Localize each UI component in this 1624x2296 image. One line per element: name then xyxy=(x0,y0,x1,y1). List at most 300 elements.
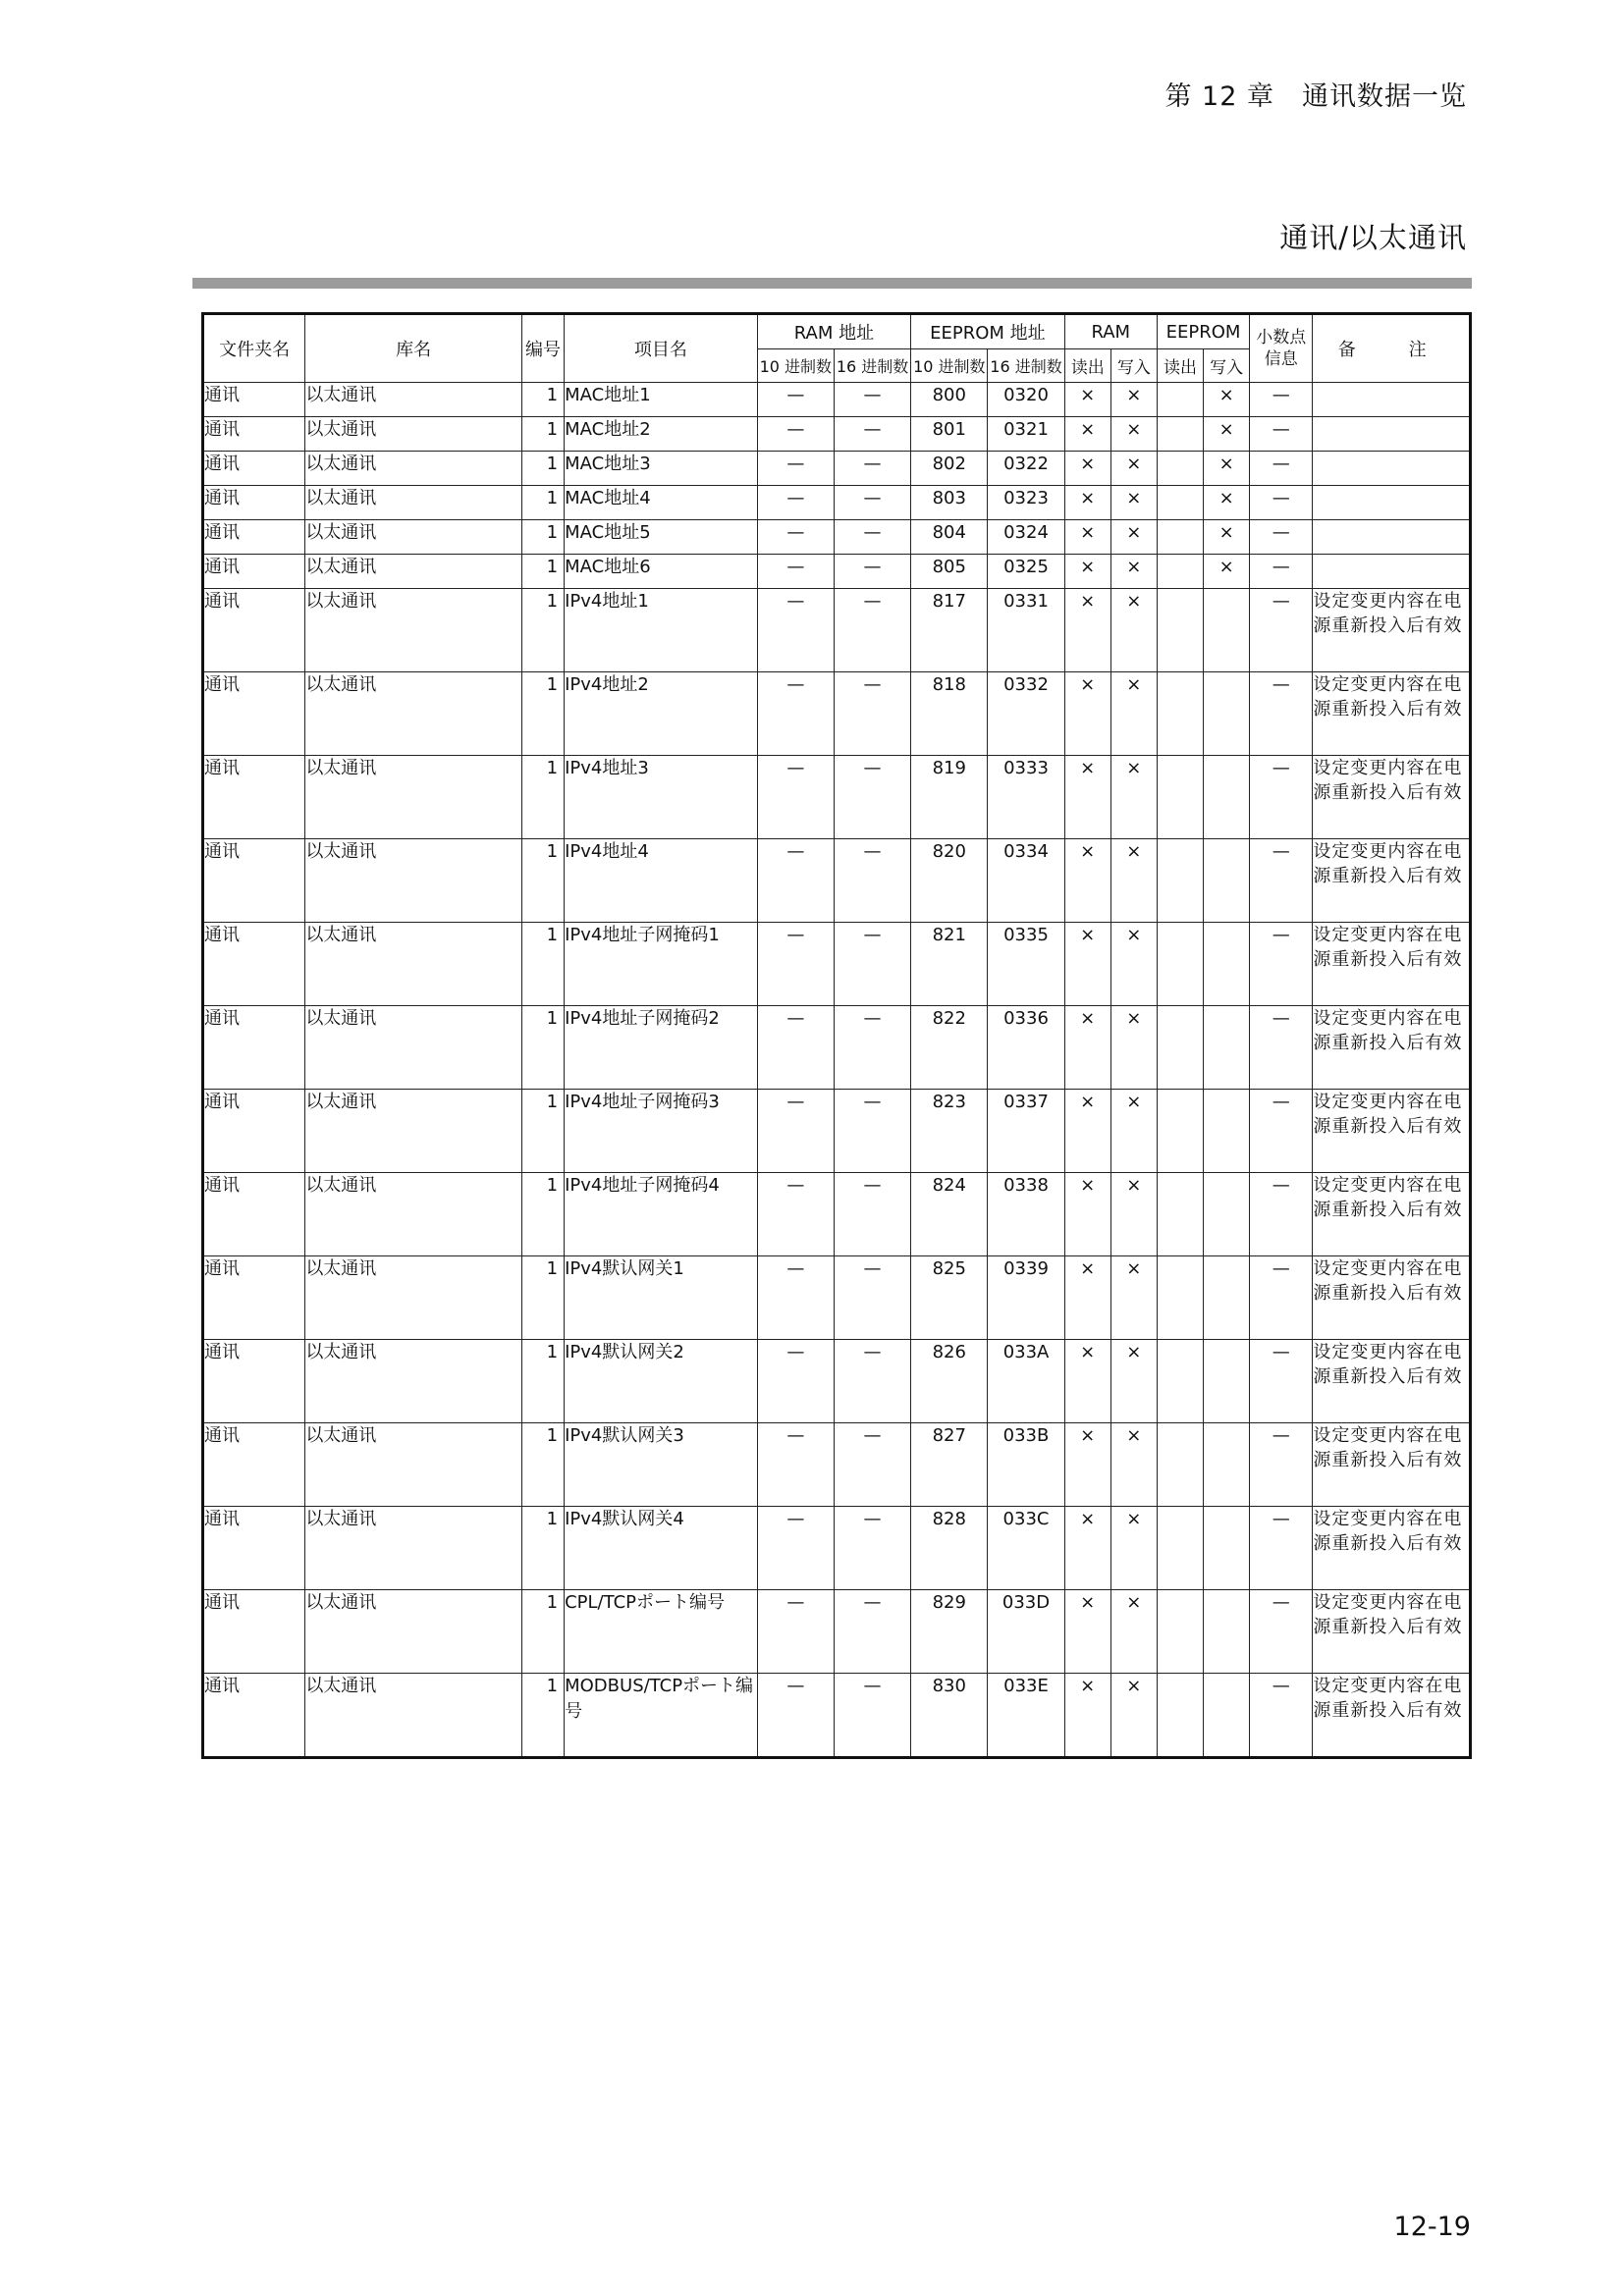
header-decimal-info: 小数点信息 xyxy=(1250,314,1313,383)
cell-eeprom-read xyxy=(1157,756,1203,839)
cell-ram-hex: — xyxy=(834,1423,910,1507)
cell-ram-write: × xyxy=(1110,1507,1157,1590)
cell-decimal-info: — xyxy=(1250,1006,1313,1090)
cell-remarks xyxy=(1313,520,1471,555)
cell-ram-hex: — xyxy=(834,383,910,417)
cell-decimal-info: — xyxy=(1250,756,1313,839)
cell-ram-read: × xyxy=(1064,555,1110,589)
cell-item: IPv4默认网关3 xyxy=(565,1423,758,1507)
cell-library: 以太通讯 xyxy=(305,1423,522,1507)
cell-remarks: 设定变更内容在电源重新投入后有效 xyxy=(1313,1590,1471,1674)
cell-eeprom-hex: 0335 xyxy=(988,923,1064,1006)
header-library: 库名 xyxy=(305,314,522,383)
cell-ram-write: × xyxy=(1110,417,1157,452)
header-eeprom-read: 读出 xyxy=(1157,349,1203,383)
cell-ram-dec: — xyxy=(757,839,834,923)
cell-remarks xyxy=(1313,383,1471,417)
cell-eeprom-read xyxy=(1157,1090,1203,1173)
table-row xyxy=(203,1674,1471,1758)
cell-ram-write: × xyxy=(1110,452,1157,486)
cell-number: 1 xyxy=(521,417,564,452)
cell-ram-hex: — xyxy=(834,520,910,555)
table-row xyxy=(203,452,1471,486)
cell-decimal-info: — xyxy=(1250,1090,1313,1173)
cell-ram-hex: — xyxy=(834,839,910,923)
cell-eeprom-read xyxy=(1157,555,1203,589)
cell-eeprom-hex: 0320 xyxy=(988,383,1064,417)
cell-folder: 通讯 xyxy=(203,923,305,1006)
cell-library: 以太通讯 xyxy=(305,923,522,1006)
cell-eeprom-write: × xyxy=(1204,555,1250,589)
cell-item: IPv4默认网关2 xyxy=(565,1340,758,1423)
cell-decimal-info: — xyxy=(1250,1674,1313,1758)
cell-ram-hex: — xyxy=(834,1173,910,1256)
cell-number: 1 xyxy=(521,1006,564,1090)
cell-eeprom-dec: 818 xyxy=(911,672,988,756)
cell-ram-read: × xyxy=(1064,1674,1110,1758)
cell-ram-read: × xyxy=(1064,417,1110,452)
cell-library: 以太通讯 xyxy=(305,452,522,486)
cell-ram-read: × xyxy=(1064,1590,1110,1674)
cell-eeprom-read xyxy=(1157,1340,1203,1423)
cell-folder: 通讯 xyxy=(203,520,305,555)
cell-number: 1 xyxy=(521,1340,564,1423)
table-row xyxy=(203,756,1471,839)
cell-number: 1 xyxy=(521,1423,564,1507)
header-eeprom-address: EEPROM 地址 xyxy=(911,314,1064,349)
cell-library: 以太通讯 xyxy=(305,839,522,923)
cell-folder: 通讯 xyxy=(203,1674,305,1758)
header-ram-dec: 10 进制数 xyxy=(757,349,834,383)
cell-folder: 通讯 xyxy=(203,1340,305,1423)
cell-ram-read: × xyxy=(1064,1256,1110,1340)
cell-item: IPv4地址1 xyxy=(565,589,758,672)
cell-ram-write: × xyxy=(1110,589,1157,672)
cell-ram-read: × xyxy=(1064,452,1110,486)
cell-library: 以太通讯 xyxy=(305,1340,522,1423)
cell-ram-read: × xyxy=(1064,756,1110,839)
cell-remarks: 设定变更内容在电源重新投入后有效 xyxy=(1313,756,1471,839)
cell-ram-dec: — xyxy=(757,672,834,756)
cell-eeprom-hex: 0336 xyxy=(988,1006,1064,1090)
cell-eeprom-hex: 033B xyxy=(988,1423,1064,1507)
cell-number: 1 xyxy=(521,1173,564,1256)
cell-eeprom-dec: 817 xyxy=(911,589,988,672)
cell-number: 1 xyxy=(521,1590,564,1674)
cell-item: IPv4地址2 xyxy=(565,672,758,756)
cell-ram-write: × xyxy=(1110,1340,1157,1423)
cell-folder: 通讯 xyxy=(203,555,305,589)
cell-remarks: 设定变更内容在电源重新投入后有效 xyxy=(1313,1340,1471,1423)
cell-ram-write: × xyxy=(1110,672,1157,756)
cell-eeprom-hex: 033E xyxy=(988,1674,1064,1758)
cell-ram-hex: — xyxy=(834,672,910,756)
table-row xyxy=(203,672,1471,756)
cell-ram-hex: — xyxy=(834,1090,910,1173)
cell-eeprom-read xyxy=(1157,1006,1203,1090)
cell-eeprom-dec: 820 xyxy=(911,839,988,923)
cell-ram-write: × xyxy=(1110,923,1157,1006)
header-remarks: 备 注 xyxy=(1313,314,1471,383)
cell-eeprom-write xyxy=(1204,1256,1250,1340)
cell-remarks: 设定变更内容在电源重新投入后有效 xyxy=(1313,1256,1471,1340)
cell-number: 1 xyxy=(521,452,564,486)
cell-ram-dec: — xyxy=(757,1423,834,1507)
cell-ram-read: × xyxy=(1064,520,1110,555)
cell-eeprom-dec: 805 xyxy=(911,555,988,589)
cell-eeprom-hex: 033C xyxy=(988,1507,1064,1590)
cell-ram-read: × xyxy=(1064,383,1110,417)
cell-library: 以太通讯 xyxy=(305,417,522,452)
cell-item: MAC地址2 xyxy=(565,417,758,452)
cell-eeprom-read xyxy=(1157,1256,1203,1340)
cell-decimal-info: — xyxy=(1250,589,1313,672)
cell-remarks: 设定变更内容在电源重新投入后有效 xyxy=(1313,1507,1471,1590)
table-body xyxy=(203,383,1471,1758)
cell-remarks xyxy=(1313,452,1471,486)
cell-eeprom-write xyxy=(1204,589,1250,672)
cell-eeprom-hex: 033A xyxy=(988,1340,1064,1423)
cell-eeprom-write: × xyxy=(1204,452,1250,486)
cell-decimal-info: — xyxy=(1250,1173,1313,1256)
cell-ram-dec: — xyxy=(757,589,834,672)
table-row xyxy=(203,1256,1471,1340)
cell-eeprom-read xyxy=(1157,1590,1203,1674)
cell-ram-read: × xyxy=(1064,1006,1110,1090)
cell-number: 1 xyxy=(521,520,564,555)
cell-eeprom-write xyxy=(1204,839,1250,923)
cell-ram-read: × xyxy=(1064,923,1110,1006)
cell-eeprom-dec: 804 xyxy=(911,520,988,555)
cell-eeprom-write xyxy=(1204,1590,1250,1674)
cell-folder: 通讯 xyxy=(203,1590,305,1674)
cell-decimal-info: — xyxy=(1250,923,1313,1006)
cell-eeprom-read xyxy=(1157,923,1203,1006)
cell-ram-write: × xyxy=(1110,839,1157,923)
cell-ram-write: × xyxy=(1110,756,1157,839)
cell-number: 1 xyxy=(521,839,564,923)
header-ram-write: 写入 xyxy=(1110,349,1157,383)
cell-item: MAC地址1 xyxy=(565,383,758,417)
cell-ram-dec: — xyxy=(757,923,834,1006)
cell-library: 以太通讯 xyxy=(305,486,522,520)
cell-ram-hex: — xyxy=(834,1590,910,1674)
cell-folder: 通讯 xyxy=(203,756,305,839)
table-row xyxy=(203,839,1471,923)
cell-eeprom-hex: 0324 xyxy=(988,520,1064,555)
cell-library: 以太通讯 xyxy=(305,1090,522,1173)
cell-number: 1 xyxy=(521,1674,564,1758)
cell-folder: 通讯 xyxy=(203,1423,305,1507)
cell-folder: 通讯 xyxy=(203,589,305,672)
cell-number: 1 xyxy=(521,383,564,417)
cell-remarks: 设定变更内容在电源重新投入后有效 xyxy=(1313,1423,1471,1507)
cell-ram-hex: — xyxy=(834,1006,910,1090)
cell-remarks: 设定变更内容在电源重新投入后有效 xyxy=(1313,672,1471,756)
header-eeprom-dec: 10 进制数 xyxy=(911,349,988,383)
cell-remarks: 设定变更内容在电源重新投入后有效 xyxy=(1313,1006,1471,1090)
table-row xyxy=(203,1173,1471,1256)
cell-ram-dec: — xyxy=(757,1507,834,1590)
cell-eeprom-hex: 0338 xyxy=(988,1173,1064,1256)
table-row xyxy=(203,555,1471,589)
cell-ram-hex: — xyxy=(834,452,910,486)
cell-eeprom-hex: 0339 xyxy=(988,1256,1064,1340)
cell-folder: 通讯 xyxy=(203,1173,305,1256)
cell-item: MAC地址6 xyxy=(565,555,758,589)
cell-ram-write: × xyxy=(1110,1090,1157,1173)
cell-library: 以太通讯 xyxy=(305,1590,522,1674)
page-number: 12-19 xyxy=(1393,2212,1471,2242)
cell-ram-dec: — xyxy=(757,1006,834,1090)
cell-ram-dec: — xyxy=(757,383,834,417)
cell-eeprom-dec: 823 xyxy=(911,1090,988,1173)
cell-eeprom-dec: 819 xyxy=(911,756,988,839)
cell-library: 以太通讯 xyxy=(305,520,522,555)
cell-eeprom-write xyxy=(1204,1340,1250,1423)
cell-eeprom-hex: 0331 xyxy=(988,589,1064,672)
cell-decimal-info: — xyxy=(1250,452,1313,486)
table-row xyxy=(203,1340,1471,1423)
cell-eeprom-read xyxy=(1157,1423,1203,1507)
cell-ram-dec: — xyxy=(757,756,834,839)
cell-remarks: 设定变更内容在电源重新投入后有效 xyxy=(1313,1173,1471,1256)
communication-data-table xyxy=(201,312,1472,1759)
cell-ram-write: × xyxy=(1110,1423,1157,1507)
section-title: 通讯/以太通讯 xyxy=(1279,221,1467,254)
header-item: 项目名 xyxy=(565,314,758,383)
cell-decimal-info: — xyxy=(1250,1507,1313,1590)
cell-folder: 通讯 xyxy=(203,383,305,417)
cell-item: IPv4地址子网掩码3 xyxy=(565,1090,758,1173)
cell-eeprom-dec: 800 xyxy=(911,383,988,417)
header-eeprom: EEPROM xyxy=(1157,314,1249,349)
cell-library: 以太通讯 xyxy=(305,1006,522,1090)
cell-eeprom-write xyxy=(1204,1507,1250,1590)
cell-remarks xyxy=(1313,486,1471,520)
cell-eeprom-dec: 803 xyxy=(911,486,988,520)
cell-ram-hex: — xyxy=(834,923,910,1006)
cell-item: IPv4地址3 xyxy=(565,756,758,839)
header-folder: 文件夹名 xyxy=(203,314,305,383)
cell-eeprom-read xyxy=(1157,1507,1203,1590)
cell-eeprom-dec: 827 xyxy=(911,1423,988,1507)
cell-folder: 通讯 xyxy=(203,1006,305,1090)
cell-library: 以太通讯 xyxy=(305,1674,522,1758)
cell-folder: 通讯 xyxy=(203,1090,305,1173)
table-row xyxy=(203,1590,1471,1674)
cell-folder: 通讯 xyxy=(203,452,305,486)
cell-ram-read: × xyxy=(1064,486,1110,520)
cell-decimal-info: — xyxy=(1250,383,1313,417)
cell-ram-dec: — xyxy=(757,1256,834,1340)
cell-folder: 通讯 xyxy=(203,417,305,452)
cell-ram-dec: — xyxy=(757,1090,834,1173)
cell-eeprom-hex: 0323 xyxy=(988,486,1064,520)
cell-eeprom-write: × xyxy=(1204,417,1250,452)
cell-eeprom-dec: 802 xyxy=(911,452,988,486)
chapter-title: 第 12 章 通讯数据一览 xyxy=(1164,81,1467,112)
cell-eeprom-dec: 824 xyxy=(911,1173,988,1256)
cell-ram-dec: — xyxy=(757,555,834,589)
cell-number: 1 xyxy=(521,486,564,520)
cell-item: MAC地址3 xyxy=(565,452,758,486)
cell-library: 以太通讯 xyxy=(305,756,522,839)
cell-eeprom-hex: 0325 xyxy=(988,555,1064,589)
header-eeprom-hex: 16 进制数 xyxy=(988,349,1064,383)
cell-decimal-info: — xyxy=(1250,486,1313,520)
cell-decimal-info: — xyxy=(1250,1256,1313,1340)
section-divider xyxy=(192,278,1472,289)
header-ram-address: RAM 地址 xyxy=(757,314,910,349)
cell-ram-dec: — xyxy=(757,520,834,555)
cell-number: 1 xyxy=(521,589,564,672)
cell-eeprom-write xyxy=(1204,1423,1250,1507)
cell-eeprom-write xyxy=(1204,923,1250,1006)
cell-folder: 通讯 xyxy=(203,839,305,923)
cell-decimal-info: — xyxy=(1250,520,1313,555)
cell-eeprom-hex: 0321 xyxy=(988,417,1064,452)
cell-ram-write: × xyxy=(1110,486,1157,520)
cell-eeprom-read xyxy=(1157,486,1203,520)
cell-eeprom-read xyxy=(1157,839,1203,923)
cell-ram-read: × xyxy=(1064,1423,1110,1507)
cell-ram-write: × xyxy=(1110,520,1157,555)
cell-item: IPv4地址子网掩码2 xyxy=(565,1006,758,1090)
cell-number: 1 xyxy=(521,756,564,839)
cell-eeprom-write: × xyxy=(1204,520,1250,555)
header-ram-read: 读出 xyxy=(1064,349,1110,383)
cell-eeprom-write xyxy=(1204,1090,1250,1173)
cell-eeprom-write xyxy=(1204,1674,1250,1758)
table-row xyxy=(203,589,1471,672)
cell-remarks: 设定变更内容在电源重新投入后有效 xyxy=(1313,839,1471,923)
cell-library: 以太通讯 xyxy=(305,672,522,756)
cell-eeprom-hex: 0333 xyxy=(988,756,1064,839)
cell-eeprom-write: × xyxy=(1204,486,1250,520)
cell-folder: 通讯 xyxy=(203,672,305,756)
cell-ram-dec: — xyxy=(757,1590,834,1674)
cell-decimal-info: — xyxy=(1250,1590,1313,1674)
cell-library: 以太通讯 xyxy=(305,1256,522,1340)
cell-remarks: 设定变更内容在电源重新投入后有效 xyxy=(1313,589,1471,672)
cell-decimal-info: — xyxy=(1250,1423,1313,1507)
cell-decimal-info: — xyxy=(1250,839,1313,923)
cell-eeprom-read xyxy=(1157,672,1203,756)
cell-library: 以太通讯 xyxy=(305,383,522,417)
cell-ram-write: × xyxy=(1110,1006,1157,1090)
cell-ram-hex: — xyxy=(834,756,910,839)
cell-eeprom-read xyxy=(1157,520,1203,555)
cell-ram-hex: — xyxy=(834,486,910,520)
cell-ram-dec: — xyxy=(757,486,834,520)
cell-number: 1 xyxy=(521,1090,564,1173)
cell-eeprom-read xyxy=(1157,1674,1203,1758)
cell-ram-dec: — xyxy=(757,1674,834,1758)
cell-eeprom-read xyxy=(1157,452,1203,486)
cell-folder: 通讯 xyxy=(203,1507,305,1590)
cell-decimal-info: — xyxy=(1250,672,1313,756)
cell-ram-hex: — xyxy=(834,589,910,672)
table-row xyxy=(203,520,1471,555)
header-number: 编号 xyxy=(521,314,564,383)
cell-ram-read: × xyxy=(1064,1173,1110,1256)
cell-ram-write: × xyxy=(1110,383,1157,417)
cell-ram-read: × xyxy=(1064,839,1110,923)
cell-eeprom-write xyxy=(1204,1006,1250,1090)
cell-item: CPL/TCPポート编号 xyxy=(565,1590,758,1674)
cell-folder: 通讯 xyxy=(203,1256,305,1340)
cell-ram-hex: — xyxy=(834,1507,910,1590)
cell-eeprom-write: × xyxy=(1204,383,1250,417)
header-ram-hex: 16 进制数 xyxy=(834,349,910,383)
cell-ram-dec: — xyxy=(757,417,834,452)
cell-ram-hex: — xyxy=(834,1340,910,1423)
cell-eeprom-read xyxy=(1157,589,1203,672)
cell-folder: 通讯 xyxy=(203,486,305,520)
cell-ram-hex: — xyxy=(834,555,910,589)
cell-remarks: 设定变更内容在电源重新投入后有效 xyxy=(1313,923,1471,1006)
cell-item: MAC地址5 xyxy=(565,520,758,555)
cell-ram-hex: — xyxy=(834,1256,910,1340)
cell-remarks xyxy=(1313,417,1471,452)
table-row xyxy=(203,486,1471,520)
cell-ram-read: × xyxy=(1064,672,1110,756)
cell-number: 1 xyxy=(521,1507,564,1590)
cell-eeprom-dec: 829 xyxy=(911,1590,988,1674)
table-row xyxy=(203,383,1471,417)
cell-number: 1 xyxy=(521,672,564,756)
cell-eeprom-dec: 826 xyxy=(911,1340,988,1423)
cell-ram-write: × xyxy=(1110,1256,1157,1340)
cell-item: MAC地址4 xyxy=(565,486,758,520)
cell-remarks: 设定变更内容在电源重新投入后有效 xyxy=(1313,1090,1471,1173)
cell-ram-dec: — xyxy=(757,1173,834,1256)
cell-ram-hex: — xyxy=(834,417,910,452)
cell-eeprom-hex: 0322 xyxy=(988,452,1064,486)
table-row xyxy=(203,923,1471,1006)
cell-eeprom-hex: 033D xyxy=(988,1590,1064,1674)
cell-number: 1 xyxy=(521,555,564,589)
cell-remarks xyxy=(1313,555,1471,589)
cell-ram-write: × xyxy=(1110,1173,1157,1256)
cell-decimal-info: — xyxy=(1250,555,1313,589)
cell-remarks: 设定变更内容在电源重新投入后有效 xyxy=(1313,1674,1471,1758)
cell-item: IPv4默认网关4 xyxy=(565,1507,758,1590)
cell-decimal-info: — xyxy=(1250,417,1313,452)
table-row xyxy=(203,1090,1471,1173)
cell-ram-write: × xyxy=(1110,555,1157,589)
cell-library: 以太通讯 xyxy=(305,589,522,672)
cell-ram-write: × xyxy=(1110,1674,1157,1758)
cell-item: IPv4地址子网掩码4 xyxy=(565,1173,758,1256)
cell-library: 以太通讯 xyxy=(305,1507,522,1590)
header-ram: RAM xyxy=(1064,314,1157,349)
cell-ram-read: × xyxy=(1064,1340,1110,1423)
table-header xyxy=(203,314,1471,383)
cell-item: IPv4默认网关1 xyxy=(565,1256,758,1340)
cell-eeprom-dec: 821 xyxy=(911,923,988,1006)
cell-ram-read: × xyxy=(1064,589,1110,672)
cell-library: 以太通讯 xyxy=(305,555,522,589)
table-row xyxy=(203,1507,1471,1590)
cell-eeprom-write xyxy=(1204,1173,1250,1256)
cell-eeprom-read xyxy=(1157,417,1203,452)
cell-decimal-info: — xyxy=(1250,1340,1313,1423)
cell-ram-write: × xyxy=(1110,1590,1157,1674)
cell-number: 1 xyxy=(521,923,564,1006)
cell-eeprom-write xyxy=(1204,672,1250,756)
